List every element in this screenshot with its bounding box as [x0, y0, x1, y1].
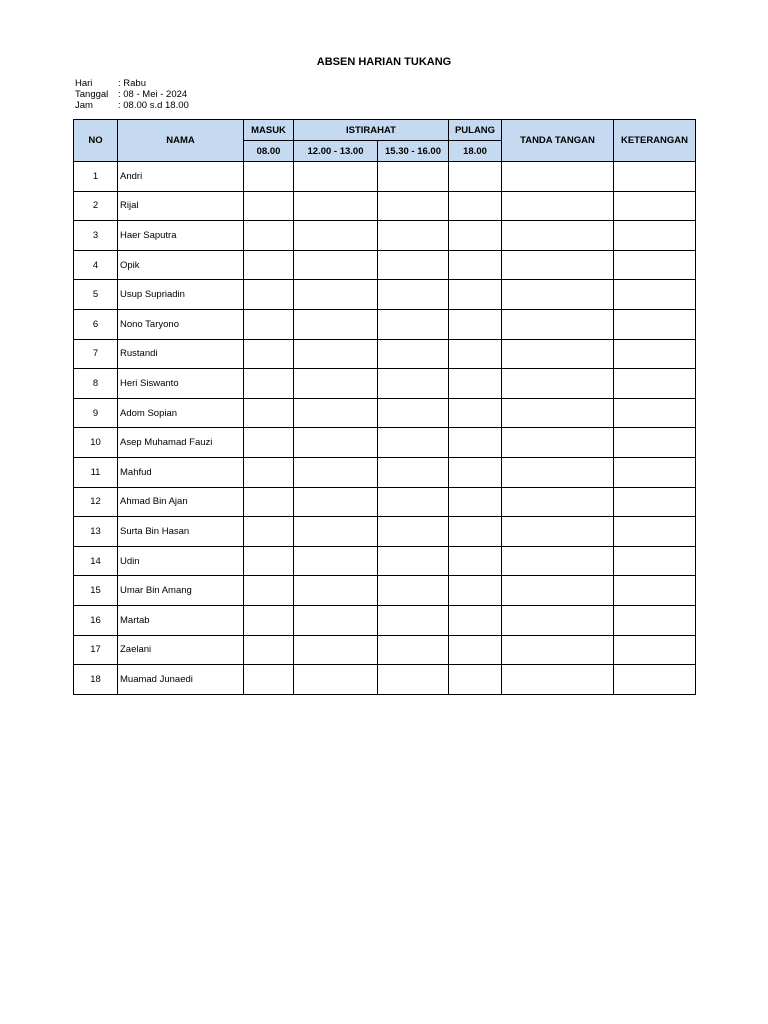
- keterangan-cell: [614, 369, 696, 399]
- istirahat-1-cell: [294, 191, 378, 221]
- tanda-tangan-cell: [502, 576, 614, 606]
- istirahat-2-cell: [378, 369, 449, 399]
- istirahat-2-cell: [378, 487, 449, 517]
- pulang-cell: [449, 369, 502, 399]
- keterangan-cell: [614, 339, 696, 369]
- row-no: 13: [74, 517, 118, 547]
- document-title: ABSEN HARIAN TUKANG: [316, 56, 452, 68]
- istirahat-2-cell: [378, 280, 449, 310]
- table-row: [74, 369, 696, 399]
- row-nama: Heri Siswanto: [118, 369, 244, 399]
- header-row-1: [74, 120, 696, 141]
- tanda-tangan-cell: [502, 665, 614, 695]
- table-row: [74, 221, 696, 251]
- table-row: [74, 605, 696, 635]
- table-row: [74, 309, 696, 339]
- meta-tanggal-label: Tanggal: [75, 89, 109, 100]
- masuk-cell: [244, 665, 294, 695]
- istirahat-1-cell: [294, 665, 378, 695]
- keterangan-cell: [614, 605, 696, 635]
- meta-hari: [75, 78, 189, 89]
- row-nama: Rustandi: [118, 339, 244, 369]
- istirahat-1-cell: [294, 221, 378, 251]
- istirahat-1-cell: [294, 605, 378, 635]
- masuk-cell: [244, 191, 294, 221]
- istirahat-2-cell: [378, 428, 449, 458]
- keterangan-cell: [614, 398, 696, 428]
- tanda-tangan-cell: [502, 428, 614, 458]
- istirahat-2-cell: [378, 457, 449, 487]
- tanda-tangan-cell: [502, 517, 614, 547]
- tanda-tangan-cell: [502, 191, 614, 221]
- istirahat-2-cell: [378, 635, 449, 665]
- istirahat-2-cell: [378, 546, 449, 576]
- keterangan-cell: [614, 457, 696, 487]
- row-no: 17: [74, 635, 118, 665]
- row-no: 11: [74, 457, 118, 487]
- masuk-cell: [244, 221, 294, 251]
- table-row: [74, 487, 696, 517]
- header-istirahat-1: 12.00 - 13.00: [294, 141, 378, 162]
- keterangan-cell: [614, 280, 696, 310]
- istirahat-2-cell: [378, 398, 449, 428]
- pulang-cell: [449, 250, 502, 280]
- pulang-cell: [449, 487, 502, 517]
- header-nama: NAMA: [118, 120, 244, 162]
- pulang-cell: [449, 191, 502, 221]
- istirahat-2-cell: [378, 162, 449, 192]
- row-nama: Usup Supriadin: [118, 280, 244, 310]
- tanda-tangan-cell: [502, 605, 614, 635]
- masuk-cell: [244, 487, 294, 517]
- header-masuk-time: 08.00: [244, 141, 294, 162]
- pulang-cell: [449, 546, 502, 576]
- istirahat-1-cell: [294, 487, 378, 517]
- tanda-tangan-cell: [502, 221, 614, 251]
- masuk-cell: [244, 369, 294, 399]
- tanda-tangan-cell: [502, 546, 614, 576]
- pulang-cell: [449, 309, 502, 339]
- row-no: 4: [74, 250, 118, 280]
- pulang-cell: [449, 605, 502, 635]
- pulang-cell: [449, 162, 502, 192]
- meta-hari-value: : Rabu: [118, 78, 146, 89]
- table-row: [74, 398, 696, 428]
- masuk-cell: [244, 339, 294, 369]
- row-nama: Opik: [118, 250, 244, 280]
- istirahat-1-cell: [294, 369, 378, 399]
- istirahat-2-cell: [378, 517, 449, 547]
- row-nama: Muamad Junaedi: [118, 665, 244, 695]
- row-no: 6: [74, 309, 118, 339]
- row-no: 2: [74, 191, 118, 221]
- row-nama: Martab: [118, 605, 244, 635]
- masuk-cell: [244, 635, 294, 665]
- table-row: [74, 162, 696, 192]
- masuk-cell: [244, 605, 294, 635]
- istirahat-1-cell: [294, 162, 378, 192]
- table-row: [74, 665, 696, 695]
- row-no: 16: [74, 605, 118, 635]
- istirahat-1-cell: [294, 428, 378, 458]
- table-row: [74, 280, 696, 310]
- pulang-cell: [449, 339, 502, 369]
- row-nama: Andri: [118, 162, 244, 192]
- meta-jam-label: Jam: [75, 100, 93, 111]
- istirahat-2-cell: [378, 576, 449, 606]
- table-row: [74, 635, 696, 665]
- row-no: 9: [74, 398, 118, 428]
- header-pulang: PULANG: [449, 120, 502, 141]
- header-no: NO: [74, 120, 118, 162]
- tanda-tangan-cell: [502, 250, 614, 280]
- row-no: 7: [74, 339, 118, 369]
- meta-tanggal: [75, 89, 189, 100]
- istirahat-1-cell: [294, 546, 378, 576]
- istirahat-1-cell: [294, 398, 378, 428]
- row-no: 10: [74, 428, 118, 458]
- tanda-tangan-cell: [502, 398, 614, 428]
- header-istirahat: ISTIRAHAT: [294, 120, 449, 141]
- keterangan-cell: [614, 487, 696, 517]
- keterangan-cell: [614, 221, 696, 251]
- istirahat-1-cell: [294, 635, 378, 665]
- istirahat-2-cell: [378, 309, 449, 339]
- keterangan-cell: [614, 309, 696, 339]
- pulang-cell: [449, 635, 502, 665]
- table-row: [74, 576, 696, 606]
- table-row: [74, 457, 696, 487]
- istirahat-1-cell: [294, 309, 378, 339]
- pulang-cell: [449, 457, 502, 487]
- masuk-cell: [244, 250, 294, 280]
- keterangan-cell: [614, 576, 696, 606]
- masuk-cell: [244, 398, 294, 428]
- table-row: [74, 339, 696, 369]
- istirahat-2-cell: [378, 339, 449, 369]
- tanda-tangan-cell: [502, 309, 614, 339]
- row-no: 3: [74, 221, 118, 251]
- keterangan-cell: [614, 546, 696, 576]
- pulang-cell: [449, 576, 502, 606]
- row-no: 8: [74, 369, 118, 399]
- masuk-cell: [244, 280, 294, 310]
- meta-jam-value: : 08.00 s.d 18.00: [118, 100, 189, 111]
- table-body: [74, 162, 696, 695]
- meta-jam: [75, 100, 189, 111]
- row-no: 18: [74, 665, 118, 695]
- keterangan-cell: [614, 250, 696, 280]
- istirahat-2-cell: [378, 605, 449, 635]
- pulang-cell: [449, 428, 502, 458]
- header-keterangan: KETERANGAN: [614, 120, 696, 162]
- row-nama: Mahfud: [118, 457, 244, 487]
- tanda-tangan-cell: [502, 339, 614, 369]
- masuk-cell: [244, 517, 294, 547]
- istirahat-2-cell: [378, 221, 449, 251]
- table-row: [74, 546, 696, 576]
- table-row: [74, 250, 696, 280]
- header-tanda-tangan: TANDA TANGAN: [502, 120, 614, 162]
- row-nama: Asep Muhamad Fauzi: [118, 428, 244, 458]
- header-masuk: MASUK: [244, 120, 294, 141]
- tanda-tangan-cell: [502, 635, 614, 665]
- row-nama: Surta Bin Hasan: [118, 517, 244, 547]
- masuk-cell: [244, 546, 294, 576]
- istirahat-2-cell: [378, 250, 449, 280]
- masuk-cell: [244, 162, 294, 192]
- masuk-cell: [244, 457, 294, 487]
- istirahat-1-cell: [294, 339, 378, 369]
- tanda-tangan-cell: [502, 280, 614, 310]
- row-nama: Zaelani: [118, 635, 244, 665]
- meta-hari-label: Hari: [75, 78, 93, 89]
- table-row: [74, 517, 696, 547]
- pulang-cell: [449, 280, 502, 310]
- row-no: 14: [74, 546, 118, 576]
- row-nama: Rijal: [118, 191, 244, 221]
- istirahat-2-cell: [378, 665, 449, 695]
- header-istirahat-2: 15.30 - 16.00: [378, 141, 449, 162]
- tanda-tangan-cell: [502, 369, 614, 399]
- istirahat-1-cell: [294, 517, 378, 547]
- table-row: [74, 428, 696, 458]
- pulang-cell: [449, 517, 502, 547]
- keterangan-cell: [614, 665, 696, 695]
- masuk-cell: [244, 576, 294, 606]
- pulang-cell: [449, 398, 502, 428]
- row-no: 1: [74, 162, 118, 192]
- tanda-tangan-cell: [502, 162, 614, 192]
- tanda-tangan-cell: [502, 487, 614, 517]
- keterangan-cell: [614, 191, 696, 221]
- row-nama: Udin: [118, 546, 244, 576]
- istirahat-1-cell: [294, 280, 378, 310]
- masuk-cell: [244, 428, 294, 458]
- keterangan-cell: [614, 428, 696, 458]
- istirahat-1-cell: [294, 457, 378, 487]
- row-nama: Haer Saputra: [118, 221, 244, 251]
- keterangan-cell: [614, 517, 696, 547]
- masuk-cell: [244, 309, 294, 339]
- keterangan-cell: [614, 162, 696, 192]
- tanda-tangan-cell: [502, 457, 614, 487]
- istirahat-2-cell: [378, 191, 449, 221]
- keterangan-cell: [614, 635, 696, 665]
- header-pulang-time: 18.00: [449, 141, 502, 162]
- istirahat-1-cell: [294, 250, 378, 280]
- row-nama: Ahmad Bin Ajan: [118, 487, 244, 517]
- row-nama: Umar Bin Amang: [118, 576, 244, 606]
- row-nama: Nono Taryono: [118, 309, 244, 339]
- row-no: 12: [74, 487, 118, 517]
- istirahat-1-cell: [294, 576, 378, 606]
- table-row: [74, 191, 696, 221]
- pulang-cell: [449, 221, 502, 251]
- attendance-table: [73, 119, 696, 695]
- meta-tanggal-value: : 08 - Mei - 2024: [118, 89, 188, 100]
- pulang-cell: [449, 665, 502, 695]
- row-nama: Adom Sopian: [118, 398, 244, 428]
- row-no: 15: [74, 576, 118, 606]
- row-no: 5: [74, 280, 118, 310]
- document-meta: [75, 78, 189, 111]
